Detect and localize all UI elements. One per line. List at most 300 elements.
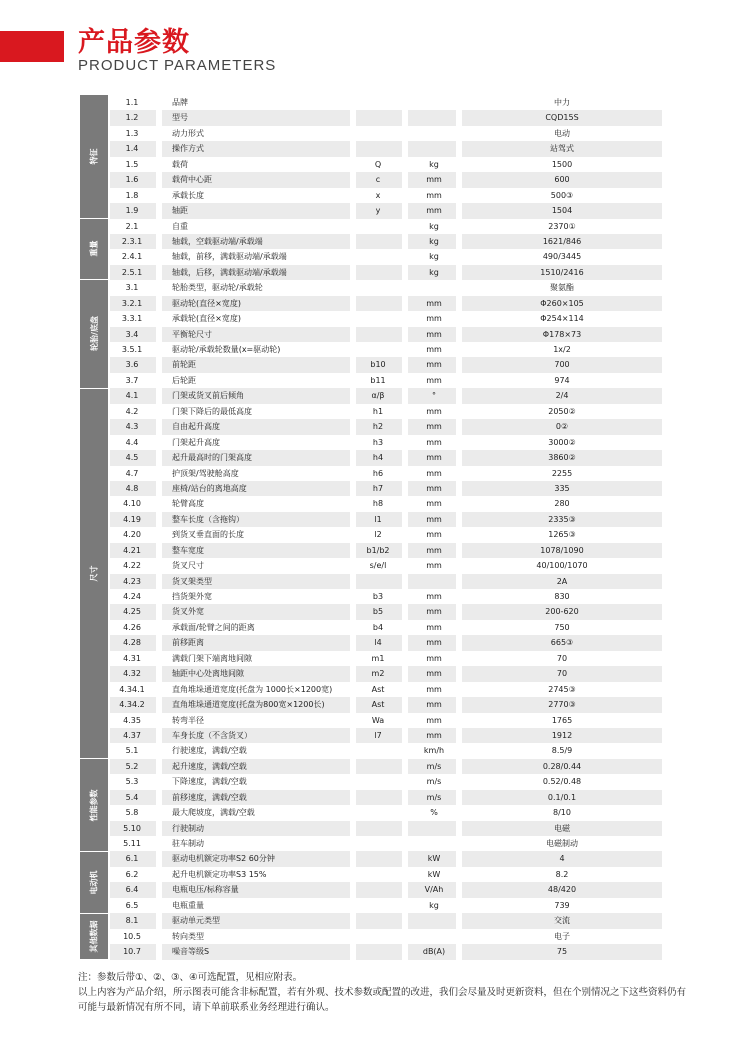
- column-separator: [456, 743, 462, 758]
- column-separator: [402, 728, 408, 743]
- param-name: 型号: [172, 113, 188, 123]
- column-separator: [402, 805, 408, 820]
- param-name: 转向类型: [172, 931, 204, 941]
- param-number: 2.1: [125, 221, 139, 231]
- table-row: [110, 589, 662, 604]
- column-separator: [350, 604, 356, 619]
- footnote-options: 注：参数后带①、②、③、④可选配置，见相应附表。: [78, 972, 303, 983]
- param-symbol: [356, 234, 400, 249]
- param-number: 4.2: [125, 406, 139, 416]
- param-number: 4.31: [123, 653, 141, 663]
- column-separator: [156, 404, 162, 419]
- param-symbol: b1/b2: [366, 545, 390, 555]
- param-unit: mm: [426, 700, 442, 710]
- param-name: 轮胎类型，驱动轮/承载轮: [172, 283, 263, 293]
- table-row: [110, 265, 662, 280]
- column-separator: [350, 110, 356, 125]
- column-separator: [402, 666, 408, 681]
- param-symbol: [356, 851, 400, 866]
- column-separator: [156, 172, 162, 187]
- param-unit: m/s: [426, 792, 442, 802]
- column-separator: [402, 141, 408, 156]
- table-row: [110, 821, 662, 836]
- param-number: 1.9: [125, 206, 139, 216]
- column-separator: [156, 666, 162, 681]
- column-separator: [456, 280, 462, 295]
- column-separator: [402, 435, 408, 450]
- column-separator: [350, 651, 356, 666]
- column-separator: [156, 311, 162, 326]
- param-value: 0.28/0.44: [542, 761, 582, 771]
- column-separator: [350, 481, 356, 496]
- param-value: 8/10: [553, 808, 571, 818]
- param-name: 门架下降后的最低高度: [172, 406, 252, 416]
- column-separator: [456, 95, 462, 110]
- param-number: 2.4.1: [121, 252, 143, 262]
- param-symbol: s/e/l: [369, 561, 387, 571]
- param-symbol: [356, 296, 400, 311]
- column-separator: [456, 388, 462, 403]
- category-label-text: 电动机: [89, 870, 99, 895]
- param-name: 驱动轮(直径×宽度): [172, 298, 241, 308]
- param-unit: [408, 929, 460, 944]
- column-separator: [350, 327, 356, 342]
- param-symbol: x: [375, 190, 381, 200]
- param-value: 交流: [554, 916, 570, 926]
- column-separator: [456, 728, 462, 743]
- param-number: 4.20: [123, 530, 141, 540]
- param-value: Φ260×105: [540, 298, 584, 308]
- column-separator: [156, 929, 162, 944]
- column-separator: [156, 435, 162, 450]
- table-row: [110, 929, 662, 944]
- column-separator: [456, 805, 462, 820]
- param-number: 4.24: [123, 592, 141, 601]
- param-symbol: [356, 280, 400, 295]
- param-name: 前轮距: [172, 360, 196, 370]
- column-separator: [456, 357, 462, 372]
- param-number: 3.7: [125, 375, 139, 385]
- param-number: 4.4: [125, 437, 139, 447]
- column-separator: [402, 219, 408, 234]
- column-separator: [350, 620, 356, 635]
- table-row: [110, 651, 662, 666]
- column-separator: [350, 95, 356, 110]
- param-symbol: h3: [372, 437, 384, 447]
- table-row: [110, 666, 662, 681]
- param-number: 8.1: [125, 916, 139, 926]
- param-unit: mm: [426, 360, 442, 370]
- param-name: 自重: [172, 221, 188, 231]
- param-number: 4.22: [123, 561, 141, 571]
- param-name: 行驶制动: [172, 823, 204, 833]
- param-number: 4.3: [125, 422, 139, 432]
- table-row: [110, 944, 662, 959]
- column-separator: [350, 388, 356, 403]
- param-symbol: [356, 821, 400, 836]
- param-value: 2335③: [548, 514, 576, 524]
- column-separator: [456, 635, 462, 650]
- column-separator: [350, 759, 356, 774]
- column-separator: [156, 913, 162, 928]
- column-separator: [456, 913, 462, 928]
- column-separator: [350, 882, 356, 897]
- param-value: 电磁: [554, 823, 570, 833]
- param-number: 4.10: [123, 499, 141, 509]
- param-number: 4.25: [123, 607, 141, 617]
- column-separator: [156, 481, 162, 496]
- column-separator: [156, 867, 162, 882]
- param-unit: [408, 110, 460, 125]
- column-separator: [402, 388, 408, 403]
- table-row: [110, 357, 662, 372]
- column-separator: [456, 589, 462, 604]
- column-separator: [402, 759, 408, 774]
- column-separator: [402, 373, 408, 388]
- column-separator: [456, 604, 462, 619]
- param-name: 承载长度: [172, 190, 204, 200]
- param-value: 2050②: [548, 406, 576, 416]
- column-separator: [402, 203, 408, 218]
- param-unit: mm: [426, 468, 442, 478]
- param-number: 6.2: [125, 869, 139, 879]
- category-label: [80, 95, 108, 219]
- param-name: 挡货架外宽: [172, 592, 212, 601]
- column-separator: [402, 682, 408, 697]
- column-separator: [456, 466, 462, 481]
- column-separator: [156, 620, 162, 635]
- column-separator: [350, 280, 356, 295]
- column-separator: [402, 157, 408, 172]
- category-label-text: 轮胎/底盘: [89, 316, 99, 352]
- param-symbol: [356, 836, 400, 851]
- param-name: 载荷: [172, 159, 188, 169]
- param-value: 2255: [551, 468, 573, 478]
- column-separator: [402, 697, 408, 712]
- table-row: [110, 867, 662, 882]
- param-symbol: b11: [370, 375, 386, 385]
- table-row: [110, 157, 662, 172]
- param-value: 1078/1090: [540, 545, 584, 555]
- column-separator: [402, 512, 408, 527]
- param-unit: m/s: [426, 777, 442, 787]
- param-unit: mm: [426, 653, 442, 663]
- param-symbol: h6: [372, 468, 384, 478]
- param-unit: kg: [429, 221, 439, 231]
- column-separator: [456, 481, 462, 496]
- param-unit: %: [430, 808, 438, 818]
- column-separator: [156, 110, 162, 125]
- column-separator: [156, 558, 162, 573]
- column-separator: [402, 110, 408, 125]
- param-name: 起升最高时的门架高度: [172, 453, 252, 463]
- column-separator: [456, 234, 462, 249]
- column-separator: [156, 496, 162, 511]
- column-separator: [402, 172, 408, 187]
- column-separator: [156, 466, 162, 481]
- param-symbol: [356, 944, 400, 959]
- param-symbol: h1: [372, 406, 384, 416]
- param-unit: kg: [429, 159, 439, 169]
- table-row: [110, 404, 662, 419]
- column-separator: [402, 95, 408, 110]
- param-name: 轴载，后移，满载驱动端/承载端: [172, 267, 287, 277]
- param-number: 4.32: [123, 669, 141, 679]
- column-separator: [156, 821, 162, 836]
- param-number: 3.4: [125, 329, 139, 339]
- column-separator: [402, 898, 408, 913]
- column-separator: [156, 604, 162, 619]
- column-separator: [156, 851, 162, 866]
- table-row: [110, 450, 662, 465]
- column-separator: [350, 219, 356, 234]
- param-unit: mm: [426, 190, 442, 200]
- category-label: [80, 759, 108, 852]
- column-separator: [456, 404, 462, 419]
- param-unit: mm: [426, 483, 442, 493]
- param-value: 665③: [550, 638, 574, 648]
- param-value: 1621/846: [542, 236, 582, 246]
- column-separator: [456, 435, 462, 450]
- column-separator: [156, 95, 162, 110]
- param-name: 后轮距: [172, 375, 196, 385]
- param-name: 自由起升高度: [172, 422, 220, 432]
- param-name: 直角堆垛通道宽度(托盘为 1000长×1200宽): [172, 684, 333, 694]
- column-separator: [402, 357, 408, 372]
- column-separator: [156, 327, 162, 342]
- table-row: [110, 219, 662, 234]
- param-symbol: l2: [374, 530, 382, 540]
- param-number: 4.19: [123, 514, 141, 524]
- param-unit: mm: [426, 730, 442, 740]
- param-value: 830: [554, 592, 570, 601]
- column-separator: [350, 141, 356, 156]
- page-title: 产品参数: [78, 27, 190, 58]
- param-number: 10.7: [123, 947, 141, 957]
- param-symbol: [356, 342, 400, 357]
- column-separator: [350, 296, 356, 311]
- table-row: [110, 805, 662, 820]
- column-separator: [456, 203, 462, 218]
- column-separator: [402, 126, 408, 141]
- column-separator: [456, 682, 462, 697]
- column-separator: [456, 342, 462, 357]
- param-symbol: m2: [371, 669, 385, 679]
- param-name: 动力形式: [172, 128, 204, 138]
- param-unit: mm: [426, 622, 442, 632]
- column-separator: [402, 527, 408, 542]
- param-number: 2.3.1: [121, 236, 143, 246]
- column-separator: [156, 188, 162, 203]
- column-separator: [350, 851, 356, 866]
- column-separator: [456, 141, 462, 156]
- column-separator: [156, 774, 162, 789]
- column-separator: [402, 620, 408, 635]
- table-row: [110, 342, 662, 357]
- param-symbol: b10: [370, 360, 386, 370]
- param-symbol: c: [375, 175, 381, 185]
- param-unit: V/Ah: [424, 885, 444, 895]
- param-number: 4.1: [125, 391, 139, 401]
- param-name: 转弯半径: [172, 715, 204, 725]
- param-unit: mm: [426, 329, 442, 339]
- param-value: 1500: [551, 159, 573, 169]
- column-separator: [350, 805, 356, 820]
- param-value: 48/420: [547, 885, 577, 895]
- column-separator: [402, 929, 408, 944]
- param-number: 5.10: [123, 823, 141, 833]
- column-separator: [402, 743, 408, 758]
- column-separator: [402, 821, 408, 836]
- column-separator: [350, 728, 356, 743]
- column-separator: [456, 666, 462, 681]
- column-separator: [350, 512, 356, 527]
- param-symbol: b4: [372, 622, 384, 632]
- column-separator: [156, 682, 162, 697]
- table-row: [110, 203, 662, 218]
- param-unit: [408, 280, 460, 295]
- column-separator: [350, 203, 356, 218]
- param-unit: mm: [426, 298, 442, 308]
- param-value: 974: [554, 375, 570, 385]
- param-symbol: [356, 790, 400, 805]
- table-row: [110, 126, 662, 141]
- param-name: 品牌: [172, 98, 188, 107]
- param-unit: km/h: [423, 746, 445, 756]
- column-separator: [156, 342, 162, 357]
- param-unit: mm: [426, 669, 442, 679]
- column-separator: [156, 944, 162, 959]
- param-number: 6.4: [125, 885, 139, 895]
- column-separator: [456, 790, 462, 805]
- column-separator: [456, 713, 462, 728]
- page-subtitle: PRODUCT PARAMETERS: [78, 57, 277, 74]
- column-separator: [456, 249, 462, 264]
- param-value: 2/4: [555, 391, 569, 401]
- param-number: 4.8: [125, 483, 139, 493]
- category-label: [80, 914, 108, 960]
- param-value: 2A: [556, 576, 568, 586]
- param-value: 500③: [550, 190, 574, 200]
- column-separator: [156, 126, 162, 141]
- column-separator: [350, 265, 356, 280]
- param-number: 1.5: [125, 159, 139, 169]
- param-number: 4.21: [123, 545, 141, 555]
- column-separator: [456, 774, 462, 789]
- param-number: 1.2: [125, 113, 139, 123]
- param-unit: mm: [426, 499, 442, 509]
- param-number: 1.4: [125, 144, 139, 154]
- column-separator: [156, 805, 162, 820]
- param-number: 3.1: [125, 283, 139, 293]
- table-row: [110, 620, 662, 635]
- column-separator: [156, 296, 162, 311]
- param-symbol: [356, 805, 400, 820]
- column-separator: [402, 404, 408, 419]
- category-label-text: 尺寸: [89, 565, 99, 582]
- category-label-text: 性能参数: [89, 789, 99, 822]
- column-separator: [156, 219, 162, 234]
- column-separator: [156, 157, 162, 172]
- param-unit: mm: [426, 715, 442, 725]
- column-separator: [456, 821, 462, 836]
- param-number: 4.5: [125, 453, 139, 463]
- param-symbol: [356, 126, 400, 141]
- param-symbol: y: [375, 206, 381, 216]
- header-accent-bar: [0, 31, 64, 62]
- table-row: [110, 280, 662, 295]
- param-value: 电动: [554, 128, 570, 138]
- param-value: 站驾式: [550, 144, 574, 154]
- column-separator: [350, 574, 356, 589]
- column-separator: [156, 728, 162, 743]
- column-separator: [350, 373, 356, 388]
- param-unit: mm: [426, 206, 442, 216]
- param-value: 700: [554, 360, 570, 370]
- column-separator: [156, 265, 162, 280]
- param-symbol: h2: [372, 422, 384, 432]
- column-separator: [456, 373, 462, 388]
- param-symbol: [356, 219, 400, 234]
- column-separator: [350, 404, 356, 419]
- param-number: 4.35: [123, 715, 141, 725]
- column-separator: [156, 527, 162, 542]
- param-name: 行驶速度，满载/空载: [172, 746, 247, 756]
- column-separator: [456, 558, 462, 573]
- param-value: 2370①: [548, 221, 576, 231]
- column-separator: [402, 249, 408, 264]
- param-unit: m/s: [426, 761, 442, 771]
- column-separator: [156, 512, 162, 527]
- param-symbol: l4: [374, 638, 382, 648]
- column-separator: [156, 790, 162, 805]
- param-name: 车身长度（不含货叉）: [172, 730, 252, 740]
- column-separator: [402, 651, 408, 666]
- table-row: [110, 743, 662, 758]
- table-row: [110, 95, 662, 110]
- column-separator: [350, 697, 356, 712]
- table-row: [110, 141, 662, 156]
- param-value: 1265③: [548, 530, 576, 540]
- param-symbol: [356, 882, 400, 897]
- param-unit: [408, 141, 460, 156]
- param-value: 8.2: [555, 869, 569, 879]
- column-separator: [456, 188, 462, 203]
- table-row: [110, 898, 662, 913]
- column-separator: [156, 574, 162, 589]
- param-name: 货叉尺寸: [172, 561, 204, 571]
- param-name: 最大爬坡度，满载/空载: [172, 808, 255, 818]
- column-separator: [402, 944, 408, 959]
- param-number: 3.6: [125, 360, 139, 370]
- param-value: 1912: [551, 730, 573, 740]
- column-separator: [456, 574, 462, 589]
- column-separator: [456, 882, 462, 897]
- column-separator: [402, 265, 408, 280]
- column-separator: [350, 774, 356, 789]
- param-value: 2770③: [548, 700, 576, 710]
- param-number: 4.23: [123, 576, 141, 586]
- column-separator: [456, 265, 462, 280]
- param-number: 5.2: [125, 761, 139, 771]
- table-row: [110, 882, 662, 897]
- column-separator: [350, 898, 356, 913]
- column-separator: [350, 342, 356, 357]
- column-separator: [402, 450, 408, 465]
- param-value: 0②: [555, 422, 569, 432]
- param-unit: kg: [429, 900, 439, 910]
- param-name: 轴载，前移，满载驱动端/承载端: [172, 252, 287, 262]
